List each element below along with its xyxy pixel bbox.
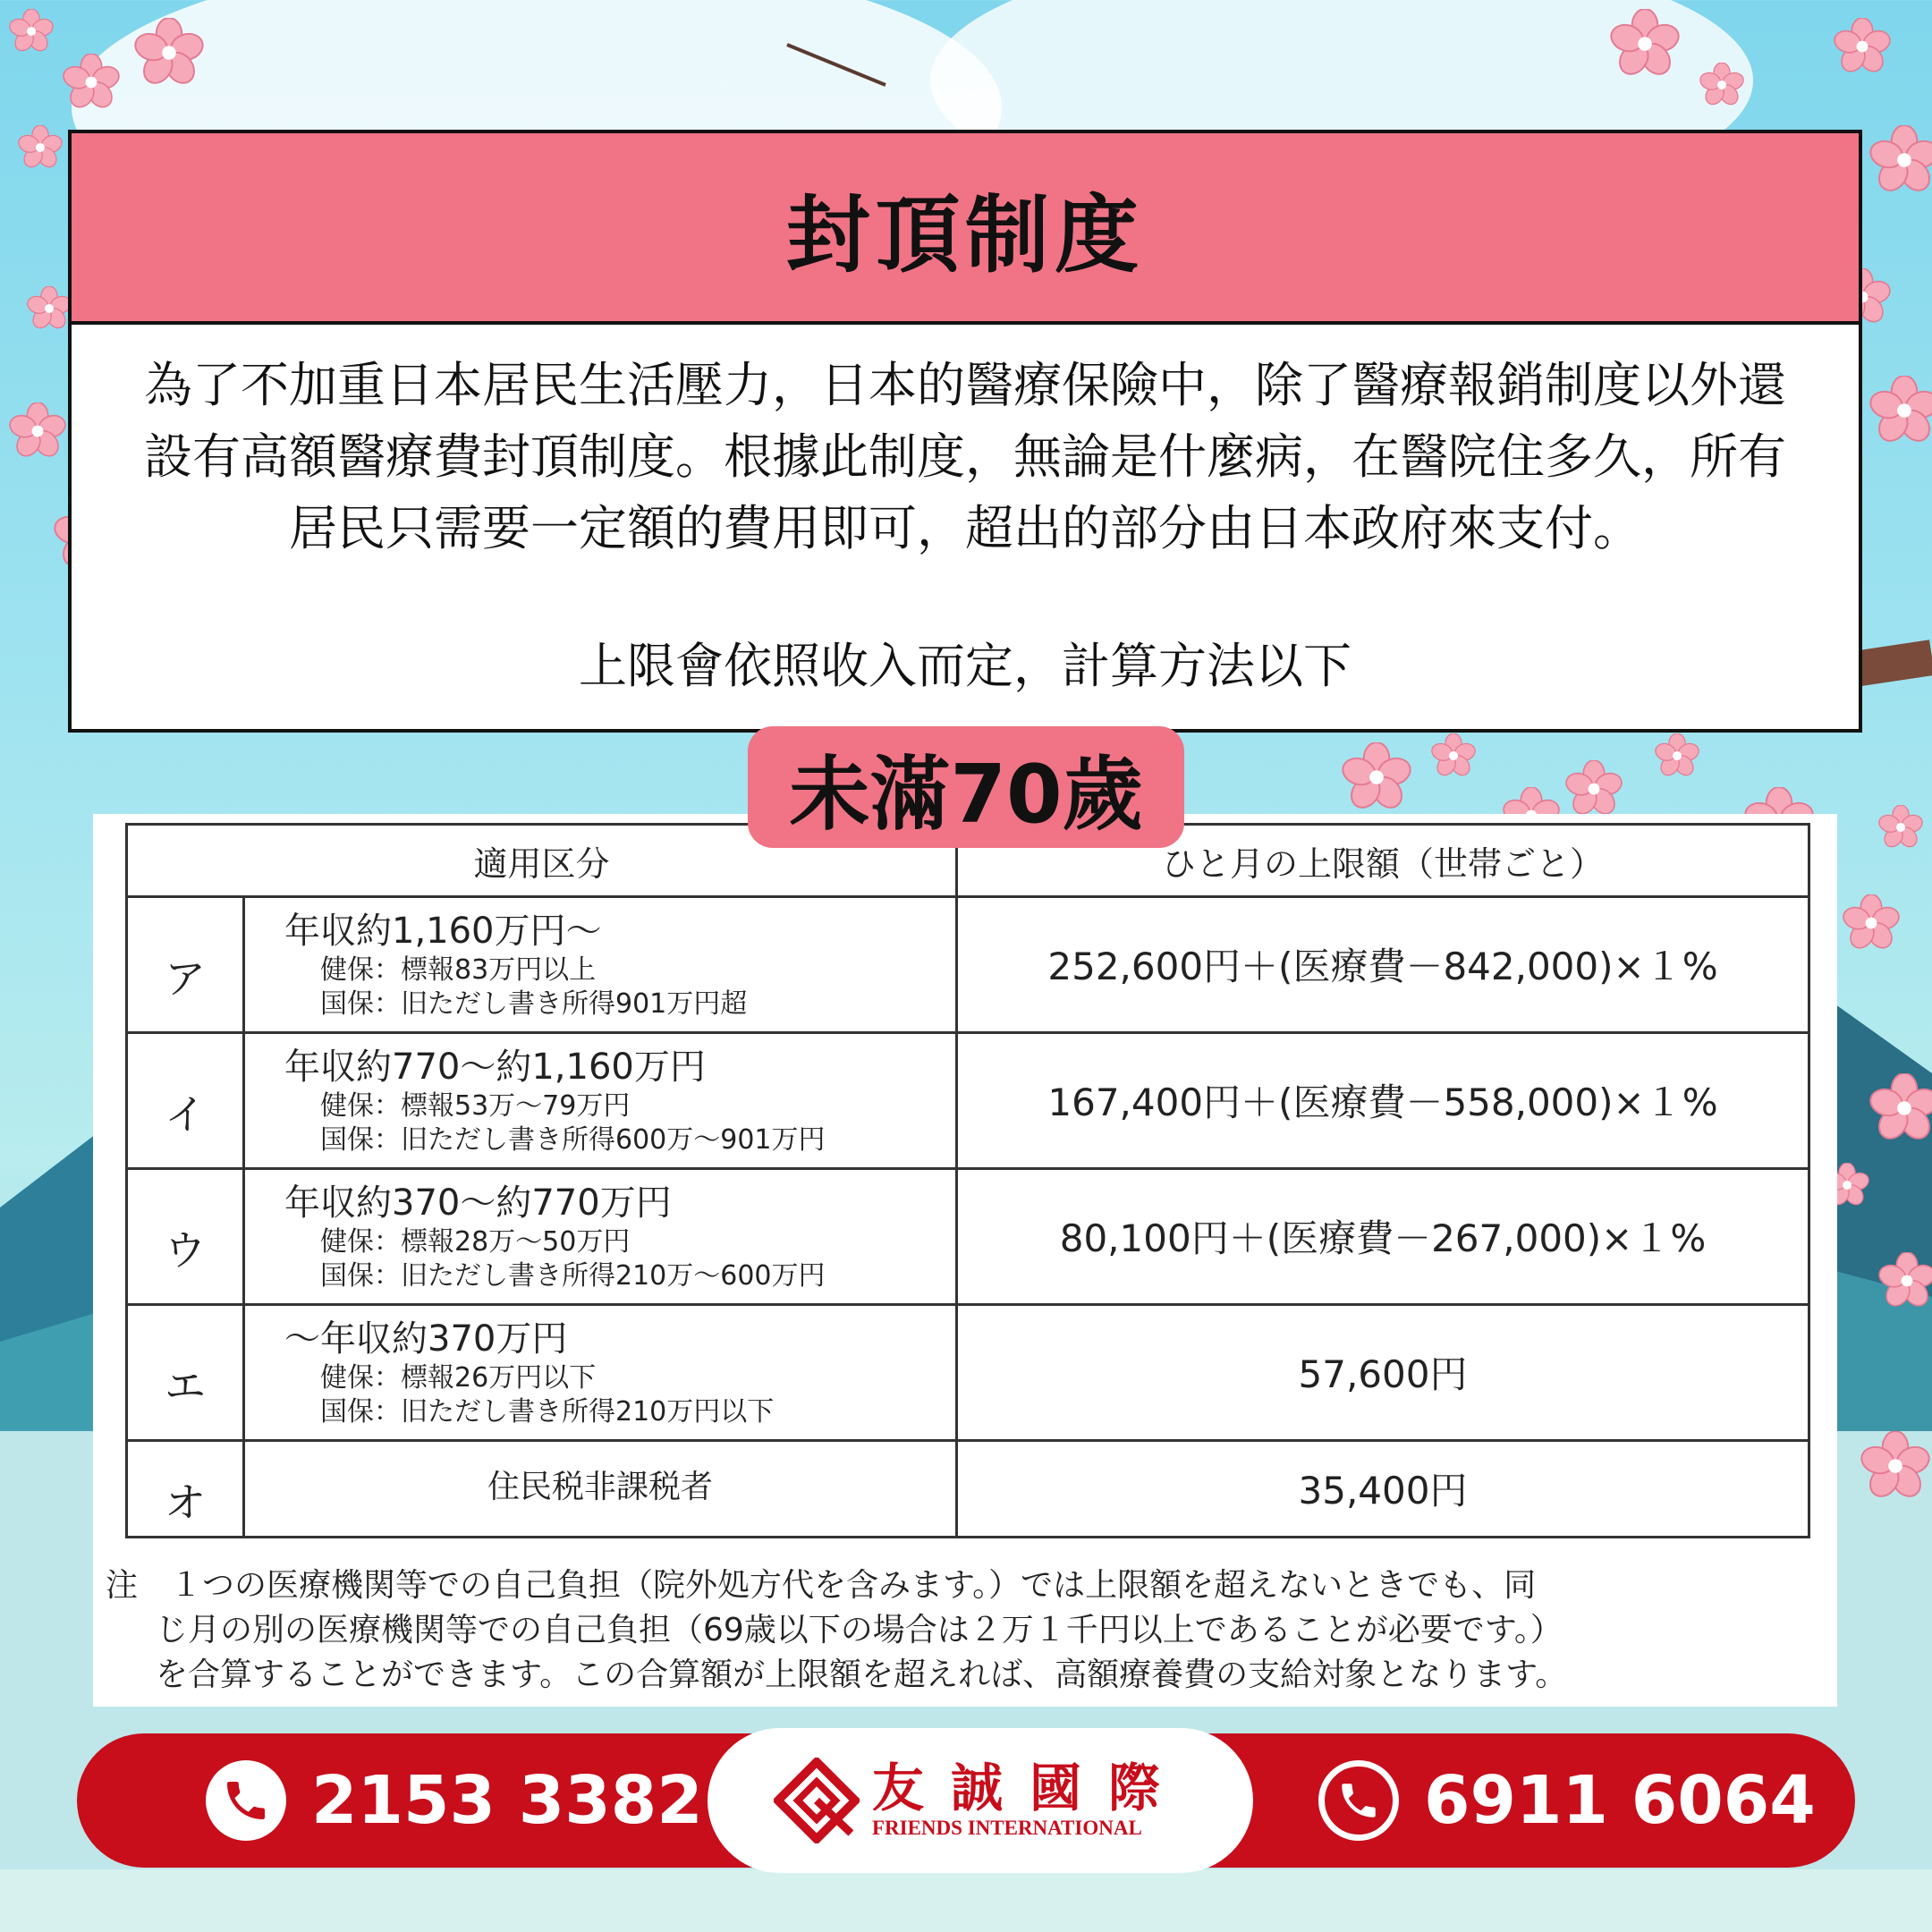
cherry-blossom-icon xyxy=(9,402,66,460)
row-income: 年収約1,160万円～ 健保：標報83万円以上 国保：旧ただし書き所得901万円超 xyxy=(244,897,957,1033)
header-amount: ひと月の上限額（世帯ごと） xyxy=(957,825,1809,897)
table-row xyxy=(127,1305,1809,1441)
row-amount: 35,400円 xyxy=(957,1441,1809,1538)
logo-chinese: 友誠國際 xyxy=(871,1758,1187,1818)
row-amount: 167,400円＋(医療費－558,000)×１% xyxy=(957,1033,1809,1169)
info-card xyxy=(68,130,1862,733)
row-kana: オ xyxy=(127,1441,244,1538)
cherry-blossom-icon xyxy=(1699,63,1744,107)
table-note: 注 １つの医療機関等での自己負担（院外処方代を含みます。）では上限額を超えないときでも、同 じ月の別の医療機関等での自己負担（69歳以下の場合は２万１千円以上であることが必要です。） を合算することができます。この合算額が上限額を超えれば、高額療養費の支給対象となります。 xyxy=(106,1567,1568,1693)
cherry-blossom-icon xyxy=(1342,742,1411,812)
intro-line: 居民只需要一定額的費用即可，超出的部分由日本政府來支付。 xyxy=(289,500,1641,556)
cherry-blossom-icon xyxy=(1869,376,1932,445)
company-logo xyxy=(708,1728,1253,1873)
whatsapp-number: 6911 6064 xyxy=(1424,1762,1816,1839)
table-row xyxy=(127,897,1809,1033)
cherry-blossom-icon xyxy=(1610,9,1680,79)
table-row xyxy=(127,1169,1809,1305)
cherry-blossom-icon xyxy=(1655,733,1699,778)
phone-number: 2153 3382 xyxy=(311,1762,703,1839)
row-amount: 80,100円＋(医療費－267,000)×１% xyxy=(957,1169,1809,1305)
card-body xyxy=(72,325,1859,702)
row-kana: エ xyxy=(127,1305,244,1441)
age-badge-label: 未滿70歲 xyxy=(789,748,1143,842)
card-header xyxy=(72,133,1859,325)
intro-line: 為了不加重日本居民生活壓力，日本的醫療保險中，除了醫療報銷制度以外還 xyxy=(144,357,1786,413)
whatsapp-icon xyxy=(1318,1760,1399,1841)
row-income: 住民税非課税者 xyxy=(244,1441,957,1538)
cherry-blossom-icon xyxy=(1431,733,1476,778)
intro-line: 設有高額醫療費封頂制度。根據此制度，無論是什麼病，在醫院住多久，所有 xyxy=(144,428,1786,485)
table-row xyxy=(127,1033,1809,1169)
cherry-blossom-icon xyxy=(1834,18,1891,75)
whatsapp-contact[interactable] xyxy=(1318,1733,1816,1868)
row-amount: 252,600円＋(医療費－842,000)×１% xyxy=(957,897,1809,1033)
header-category: 適用区分 xyxy=(127,825,957,897)
row-kana: イ xyxy=(127,1033,244,1169)
row-kana: ア xyxy=(127,897,244,1033)
logo-english: FRIENDS INTERNATIONAL xyxy=(871,1817,1142,1839)
phone-contact[interactable] xyxy=(206,1733,703,1868)
phone-icon xyxy=(206,1760,286,1841)
contact-bar xyxy=(77,1733,1855,1868)
row-income: ～年収約370万円 健保：標報26万円以下 国保：旧ただし書き所得210万円以下 xyxy=(244,1305,957,1441)
row-kana: ウ xyxy=(127,1169,244,1305)
cherry-blossom-icon xyxy=(1565,760,1623,818)
cherry-blossom-icon xyxy=(63,54,120,111)
cherry-blossom-icon xyxy=(9,9,54,54)
friends-logo-icon xyxy=(774,1758,860,1843)
cap-table-panel xyxy=(93,814,1837,1707)
cherry-blossom-icon xyxy=(18,125,63,170)
cherry-blossom-icon xyxy=(1860,1431,1930,1501)
page-title: 封頂制度 xyxy=(785,186,1144,284)
cherry-blossom-icon xyxy=(1843,894,1900,952)
cherry-blossom-icon xyxy=(1878,1252,1932,1309)
row-income: 年収約370～約770万円 健保：標報28万～50万円 国保：旧ただし書き所得210万～600万円 xyxy=(244,1169,957,1305)
age-badge xyxy=(748,726,1184,848)
cherry-blossom-icon xyxy=(1869,1073,1932,1143)
cherry-blossom-icon xyxy=(1869,125,1932,195)
row-income: 年収約770～約1,160万円 健保：標報53万～79万円 国保：旧ただし書き所得600万～901万円 xyxy=(244,1033,957,1169)
cherry-blossom-icon xyxy=(1878,805,1923,850)
cap-table xyxy=(125,823,1810,1538)
cherry-blossom-icon xyxy=(134,18,204,88)
method-line: 上限會依照收入而定，計算方法以下 xyxy=(579,638,1352,694)
table-row xyxy=(127,1441,1809,1538)
cherry-blossom-icon xyxy=(27,286,72,331)
row-amount: 57,600円 xyxy=(957,1305,1809,1441)
